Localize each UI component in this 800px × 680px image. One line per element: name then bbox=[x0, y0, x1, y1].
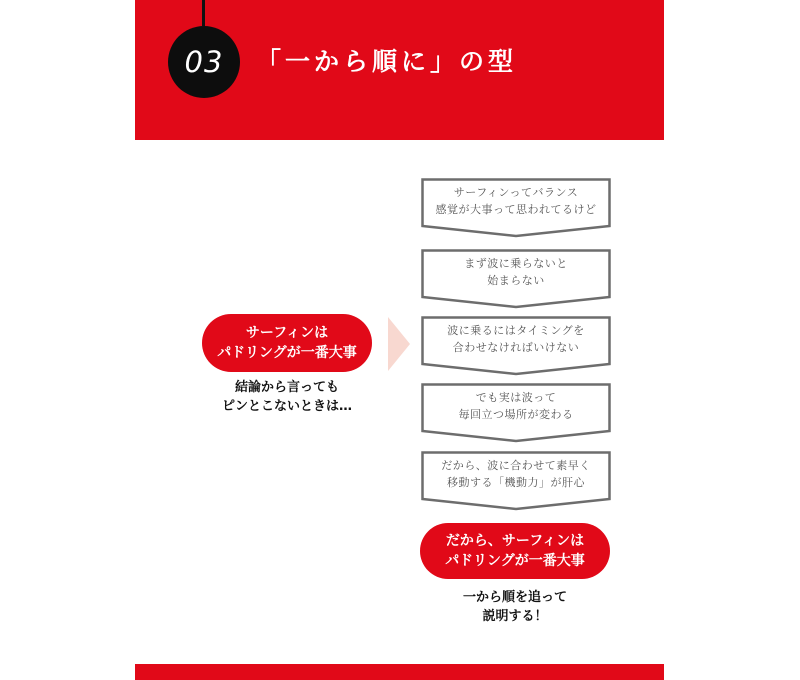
section-number-badge bbox=[168, 26, 240, 98]
flow-step-2 bbox=[421, 249, 611, 307]
section-title: 「一から順に」の型 bbox=[256, 47, 518, 76]
footer-band bbox=[135, 664, 664, 680]
pill-right-line1: だから、サーフィンは bbox=[445, 533, 585, 549]
flow-step-line2: 合わせなければいけない bbox=[452, 341, 580, 354]
flow-step-4 bbox=[421, 383, 611, 441]
section-number: 03 bbox=[184, 45, 224, 79]
flow-step-text bbox=[421, 457, 611, 491]
pill-left-line1: サーフィンは bbox=[245, 325, 329, 341]
flow-step-line1: でも実は波って bbox=[475, 391, 557, 404]
flow-step-line2: 毎回立つ場所が変わる bbox=[458, 408, 574, 421]
flow-step-text bbox=[421, 322, 611, 356]
flow-step-text bbox=[421, 389, 611, 423]
flow-step-5 bbox=[421, 451, 611, 509]
flow-step-3 bbox=[421, 316, 611, 374]
pill-right-line2: パドリングが一番大事 bbox=[445, 553, 585, 569]
flow-step-text bbox=[421, 184, 611, 218]
caption-right-line1: 一から順を追って bbox=[462, 590, 567, 605]
conclusion-pill-left bbox=[202, 314, 372, 372]
conclusion-pill-right bbox=[420, 523, 610, 579]
flow-step-line2: 感覚が大事って思われてるけど bbox=[435, 203, 597, 216]
header-connector-line bbox=[202, 0, 205, 26]
flow-step-line1: サーフィンってバランス bbox=[453, 186, 579, 199]
caption-left-line1: 結論から言っても bbox=[234, 380, 339, 395]
pill-left-line2: パドリングが一番大事 bbox=[217, 345, 357, 361]
pointer-wedge-icon bbox=[388, 317, 410, 371]
caption-right-line2: 説明する！ bbox=[482, 609, 548, 624]
flow-step-1 bbox=[421, 178, 611, 236]
flow-step-line2: 移動する「機動力」が肝心 bbox=[447, 476, 585, 489]
flow-step-line1: まず波に乗らないと bbox=[464, 257, 568, 270]
caption-right bbox=[420, 588, 610, 626]
caption-left-line2: ピンとこないときは… bbox=[221, 399, 352, 414]
flow-step-line2: 始まらない bbox=[487, 274, 545, 287]
caption-left bbox=[202, 378, 372, 416]
flow-step-line1: だから、波に合わせて素早く bbox=[441, 459, 591, 472]
flow-step-text bbox=[421, 255, 611, 289]
flow-step-line1: 波に乗るにはタイミングを bbox=[447, 324, 585, 337]
